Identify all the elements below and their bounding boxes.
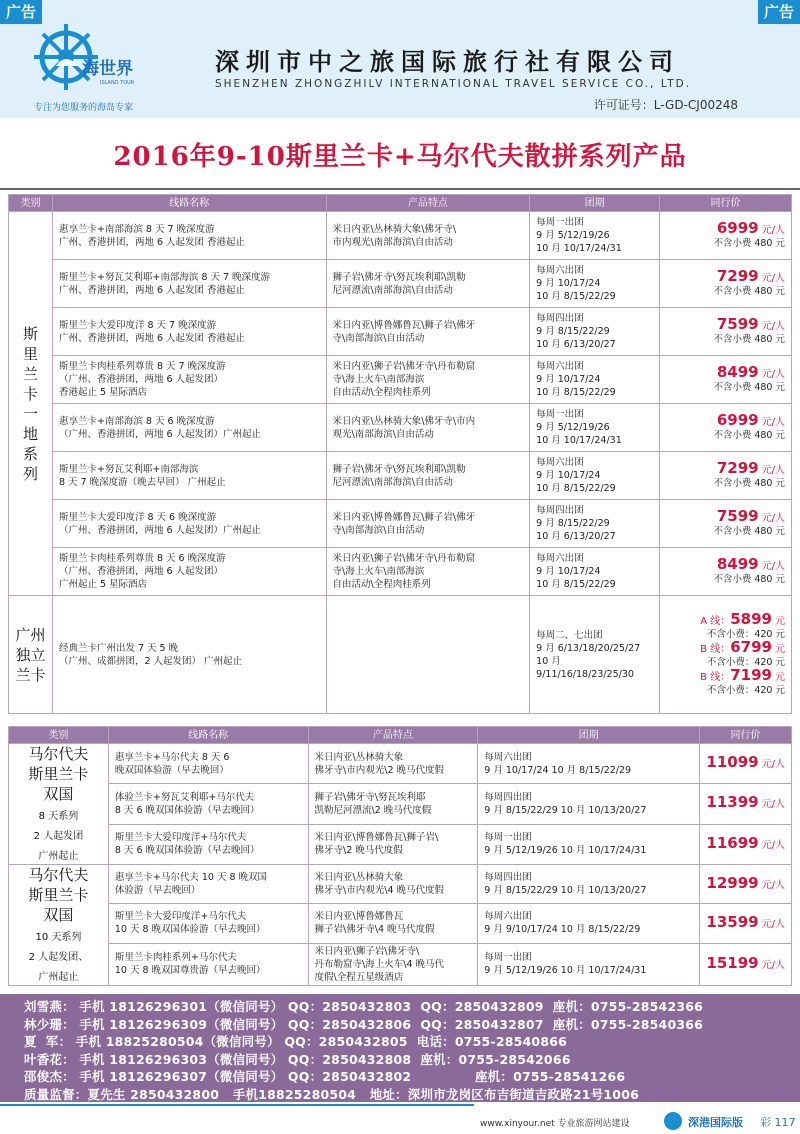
date-line: 每周六出团: [484, 911, 532, 923]
date-line: 每周六出团: [536, 265, 584, 276]
price-unit: 元/人: [761, 368, 785, 380]
route-line: 斯里兰卡肉桂系列尊贵 8 天 6 晚深度游: [58, 553, 226, 564]
category-cell: [9, 212, 53, 596]
tip-note: 不含小费：420 元: [706, 684, 785, 696]
dates-cell: [478, 824, 700, 864]
feature-line: 丹布勒窟寺\海上火车\4 晚马代: [314, 958, 445, 970]
price-value: 6799: [730, 637, 772, 656]
price-value: 6999: [716, 218, 759, 237]
price-value: 8499: [716, 362, 759, 381]
route-line: 香港起止 5 星际酒店: [58, 387, 148, 398]
header-price: 同行价: [700, 727, 792, 744]
feature-line: 度假\全程五星级酒店: [314, 971, 404, 983]
route-line: 斯里兰卡大爱印度洋 8 天 6 晚深度游: [58, 511, 217, 523]
footer: [0, 1104, 800, 1134]
dates-cell: [530, 260, 660, 308]
ship-wheel-logo: [34, 22, 154, 92]
price-value: 11699: [706, 833, 759, 852]
price-value: 7299: [716, 458, 759, 477]
license-number: 许可证号：L-GD-CJ00248: [593, 98, 738, 112]
feature-line: 米日内亚\丛林骑大象\佛牙寺\市内: [332, 415, 476, 427]
price-value: 7199: [730, 665, 772, 684]
date-line: 9/11/16/18/23/25/30: [536, 668, 634, 680]
route-line: 经典兰卡广州出发 7 天 5 晚: [58, 642, 179, 654]
route-cell: [52, 260, 326, 308]
feature-line: 寺\南部海滨\自由活动: [332, 332, 425, 344]
header-route: 线路名称: [52, 195, 326, 212]
price-cell: [660, 212, 792, 260]
category-note: 广州起止: [38, 972, 79, 983]
date-line: 9 月 6/13/18/20/25/27: [536, 642, 641, 654]
date-line: 每周四出团: [484, 872, 532, 884]
title-rule: [0, 188, 800, 190]
logo-subtext: ISLAND TOUR: [100, 80, 135, 86]
header-category: 类别: [9, 195, 53, 212]
table-header-row: [9, 727, 792, 744]
table-row: [9, 904, 792, 943]
feature-line: 米日内亚\狮子岩\佛牙寺\: [314, 945, 420, 957]
route-line: （广州、香港拼团，两地 6 人起发团）: [58, 566, 224, 577]
category-cell: [9, 596, 53, 714]
route-cell: [52, 596, 326, 714]
route-line: 斯里兰卡大爱印度洋+马尔代夫: [114, 911, 247, 923]
price-cell: [660, 596, 792, 714]
price-unit: 元/人: [761, 272, 785, 284]
route-cell: [108, 744, 308, 784]
contact-line: 叶香花： 手机 18126296303（微信同号） QQ：2850432808 座机：0755-28542066: [24, 1051, 571, 1067]
contact-line: 夏 军： 手机 18825280504（微信同号） QQ：2850432805 电话：0755-28540866: [24, 1034, 568, 1049]
dates-cell: [530, 452, 660, 500]
date-line: 10 月 10/17/24/31: [536, 243, 622, 254]
header-category: 类别: [9, 727, 109, 744]
table-row: [9, 356, 792, 404]
contact-line: 林少珊： 手机 18126296309（微信同号） QQ：2850432806 QQ：2850432807 座机：0755-28540366: [24, 1016, 704, 1032]
price-cell: [700, 865, 792, 904]
dates-cell: [478, 865, 700, 904]
price-cell: [660, 356, 792, 404]
feature-line: 狮子岩\佛牙寺\4 晚马代度假: [314, 924, 435, 936]
logo-text: 海世界: [82, 59, 133, 79]
date-line: 9 月 5/12/19/26: [536, 422, 610, 433]
features-cell: [326, 452, 530, 500]
table-row: [9, 548, 792, 596]
feature-line: 米日内亚\丛林骑大象: [314, 872, 404, 884]
table-row: [9, 784, 792, 824]
features-cell: [308, 744, 478, 784]
category-char: 里: [22, 344, 38, 363]
features-cell: [326, 596, 530, 714]
route-cell: [52, 548, 326, 596]
date-line: 每周一出团: [536, 217, 584, 228]
feature-line: 自由活动\全程肉桂系列: [332, 579, 431, 590]
date-line: 9 月 8/15/22/29 10 月 10/13/20/27: [484, 885, 647, 897]
price-value: 6999: [716, 410, 759, 429]
header-features: 产品特点: [326, 195, 530, 212]
price-cell: [660, 404, 792, 452]
header-dates: 团期: [478, 727, 700, 744]
price-value: 11399: [706, 793, 759, 812]
date-line: 每周二、七出团: [536, 629, 603, 641]
route-line: 斯里兰卡+努瓦艾利耶+南部海滨: [58, 463, 199, 475]
contact-line: 刘雪燕： 手机 18126296301（微信同号） QQ：2850432803 QQ：2850432809 座机：0755-28542366: [24, 999, 704, 1014]
route-line: （广州、成都拼团，2 人起发团） 广州起止: [58, 655, 243, 667]
category-cell: [9, 865, 109, 986]
route-cell: [52, 212, 326, 260]
price-cell: [660, 308, 792, 356]
dates-cell: [530, 548, 660, 596]
page-number: 彩 117: [760, 1116, 796, 1129]
feature-line: 米日内亚\博鲁娜鲁瓦\狮子岩\: [314, 832, 439, 844]
price-unit: 元/人: [761, 879, 785, 891]
feature-line: 佛牙寺\2 晚马代度假: [314, 845, 403, 857]
feature-line: 狮子岩\佛牙寺\努瓦埃利耶\凯勒: [332, 463, 466, 475]
feature-line: 佛牙寺\市内观光\2 晚马代度假: [314, 764, 445, 776]
header-price: 同行价: [660, 195, 792, 212]
date-line: 每周四出团: [536, 313, 584, 324]
feature-line: 米日内亚\丛林骑大象\佛牙寺\: [332, 223, 457, 235]
table-row: [9, 865, 792, 904]
price-unit: 元/人: [761, 799, 785, 811]
features-cell: [308, 784, 478, 824]
price-cell: [700, 744, 792, 784]
feature-line: 米日内亚\博鲁娜鲁瓦\狮子岩\佛牙: [332, 319, 476, 331]
category-char: 兰: [22, 364, 38, 383]
route-line: 广州、香港拼团，两地 6 人起发团 香港起止: [58, 332, 246, 344]
table-row: [9, 824, 792, 864]
route-line: 斯里兰卡肉桂系列尊贵 8 天 7 晚深度游: [58, 361, 226, 372]
line-label: A 线：: [700, 615, 731, 627]
route-cell: [52, 308, 326, 356]
features-cell: [326, 548, 530, 596]
price-cell: [700, 824, 792, 864]
feature-line: 佛牙寺\市内观光\4 晚马代度假: [314, 885, 445, 897]
price-unit: 元/人: [761, 959, 785, 971]
maldives-table: [8, 726, 792, 986]
dates-cell: [530, 212, 660, 260]
page-title: 2016年9-10斯里兰卡+马尔代夫散拼系列产品: [113, 142, 687, 172]
price-unit: 元/人: [761, 759, 785, 771]
date-line: 9 月 5/12/19/26 10 月 10/17/24/31: [484, 965, 647, 977]
route-line: 广州、香港拼团，两地 6 人起发团 香港起止: [58, 236, 246, 248]
features-cell: [308, 943, 478, 985]
route-cell: [52, 500, 326, 548]
category-char: 一: [22, 404, 38, 423]
route-line: 体验游（早去晚回）: [114, 885, 201, 897]
date-line: 9 月 10/17/24: [536, 374, 601, 385]
table-header-row: [9, 195, 792, 212]
category-text: 斯里兰卡: [28, 765, 89, 783]
route-line: 惠享兰卡+马尔代夫 8 天 6: [114, 751, 230, 763]
feature-line: 米日内亚\丛林骑大象: [314, 751, 404, 763]
category-text: 广州: [15, 625, 46, 644]
date-line: 每周六出团: [484, 751, 532, 763]
company-name-en: SHENZHEN ZHONGZHILV INTERNATIONAL TRAVEL SERVICE CO., LTD.: [215, 78, 692, 90]
dates-cell: [478, 744, 700, 784]
route-cell: [52, 356, 326, 404]
feature-line: 米日内亚\博鲁娜鲁瓦: [314, 911, 404, 923]
tip-note: 不含小费 480 元: [713, 525, 785, 537]
feature-line: 米日内亚\狮子岩\佛牙寺\丹布勒窟: [332, 553, 476, 564]
feature-line: 观光\南部海滨\自由活动: [332, 428, 434, 440]
dates-cell: [530, 404, 660, 452]
feature-line: 狮子岩\佛牙寺\努瓦埃利耶: [314, 791, 426, 803]
price-unit: 元/人: [761, 320, 785, 332]
footer-brand: 深港国际版: [688, 1116, 743, 1129]
date-line: 9 月 10/17/24 10 月 8/15/22/29: [484, 764, 632, 776]
date-line: 每周六出团: [536, 361, 584, 372]
dates-cell: [478, 784, 700, 824]
features-cell: [326, 260, 530, 308]
date-line: 每周四出团: [536, 505, 584, 516]
price-unit: 元/人: [761, 464, 785, 476]
price-value: 7599: [716, 314, 759, 333]
route-cell: [108, 865, 308, 904]
tip-note: 不含小费 480 元: [713, 285, 785, 297]
price-value: 15199: [706, 953, 759, 972]
price-value: 12999: [706, 873, 759, 892]
table-row: [9, 404, 792, 452]
date-line: 每周六出团: [536, 457, 584, 468]
route-cell: [108, 824, 308, 864]
price-unit: 元/人: [761, 224, 785, 236]
table-row: [9, 500, 792, 548]
date-line: 10 月 6/13/20/27: [536, 531, 616, 542]
table-row: [9, 452, 792, 500]
route-line: 惠享兰卡+南部海滨 8 天 7 晚深度游: [58, 223, 215, 235]
feature-line: 米日内亚\狮子岩\佛牙寺\丹布勒窟: [332, 361, 476, 372]
category-note: 广州起止: [38, 851, 79, 862]
date-line: 9 月 10/17/24: [536, 566, 601, 577]
date-line: 9 月 9/10/17/24 10 月 8/15/22/29: [484, 924, 641, 936]
table-row: [9, 744, 792, 784]
tip-note: 不含小费 480 元: [713, 477, 785, 489]
price-cell: [700, 943, 792, 985]
line-label: B 线：: [700, 671, 731, 683]
price-unit: 元: [775, 615, 785, 627]
date-line: 10 月 8/15/22/29: [536, 387, 616, 398]
date-line: 每周一出团: [484, 952, 532, 964]
date-line: 10 月 8/15/22/29: [536, 291, 616, 302]
srilanka-table: [8, 194, 792, 714]
feature-line: 市内观光\南部海滨\自由活动: [332, 236, 453, 248]
table-row: [9, 943, 792, 985]
price-cell: [660, 260, 792, 308]
feature-line: 尼河漂流\南部海滨\自由活动: [332, 284, 453, 296]
route-line: 惠享兰卡+马尔代夫 10 天 8 晚双国: [114, 872, 268, 884]
line-label: B 线：: [700, 643, 731, 655]
date-line: 10 月: [536, 655, 561, 667]
category-char: 地: [22, 424, 38, 443]
footer-website: www.xinyour.net 专业旅游网站建设: [480, 1119, 630, 1129]
route-line: 体验兰卡+努瓦艾利耶+马尔代夫: [114, 791, 255, 803]
price-cell: [660, 548, 792, 596]
features-cell: [308, 824, 478, 864]
price-unit: 元/人: [761, 839, 785, 851]
feature-line: 寺\海上火车\南部海滨: [332, 566, 425, 577]
category-char: 卡: [22, 384, 38, 403]
features-cell: [326, 308, 530, 356]
category-text: 马尔代夫: [28, 745, 89, 763]
route-line: 8 天 6 晚双国体验游（早去晚回）: [114, 845, 260, 857]
route-line: 斯里兰卡大爱印度洋+马尔代夫: [114, 832, 247, 844]
category-note: 2 人起发团: [33, 831, 84, 842]
route-line: 斯里兰卡大爱印度洋 8 天 7 晚深度游: [58, 319, 217, 331]
route-line: 斯里兰卡+努瓦艾利耶+南部海滨 8 天 7 晚深度游: [58, 271, 271, 283]
category-text: 双国: [43, 906, 74, 924]
date-line: 10 月 6/13/20/27: [536, 339, 616, 350]
date-line: 每周一出团: [484, 832, 532, 844]
tip-note: 不含小费 480 元: [713, 573, 785, 585]
price-cell: [700, 904, 792, 943]
features-cell: [308, 865, 478, 904]
category-text: 兰卡: [15, 665, 46, 684]
route-line: 晚双国体验游（早去晚回）: [114, 764, 229, 776]
category-text: 斯里兰卡: [28, 886, 89, 904]
category-char: 斯: [22, 324, 38, 343]
route-line: 惠享兰卡+南部海滨 8 天 6 晚深度游: [58, 415, 215, 427]
table-row: [9, 212, 792, 260]
feature-line: 自由活动\全程肉桂系列: [332, 387, 431, 398]
category-char: 列: [22, 464, 38, 483]
route-line: 8 天 6 晚双国体验游（早去晚回）: [114, 804, 260, 816]
route-line: 10 天 8 晚双国体验游（早去晚回）: [114, 924, 266, 936]
date-line: 9 月 5/12/19/26: [536, 230, 610, 241]
feature-line: 寺\海上火车\南部海滨: [332, 374, 425, 385]
date-line: 9 月 10/17/24: [536, 470, 601, 481]
price-value: 8499: [716, 554, 759, 573]
tip-note: 不含小费 480 元: [713, 429, 785, 441]
ad-tag-left: 广告: [0, 0, 42, 24]
category-note: 8 天系列: [38, 811, 79, 822]
header-features: 产品特点: [308, 727, 478, 744]
price-cell: [700, 784, 792, 824]
category-note: 10 天系列: [35, 932, 82, 943]
ad-tag-right: 广告: [758, 0, 800, 24]
route-line: （广州、香港拼团，两地 6 人起发团）广州起止: [58, 428, 262, 440]
price-unit: 元: [775, 643, 785, 655]
route-line: 斯里兰卡肉桂系列+马尔代夫: [114, 952, 237, 964]
date-line: 每周一出团: [536, 409, 584, 420]
price-value: 13599: [706, 912, 759, 931]
price-unit: 元/人: [761, 560, 785, 572]
tip-note: 不含小费：420 元: [706, 656, 785, 668]
route-cell: [108, 904, 308, 943]
price-unit: 元/人: [761, 416, 785, 428]
price-value: 5899: [730, 609, 772, 628]
contact-panel: [0, 994, 800, 1102]
category-text: 双国: [43, 785, 74, 803]
date-line: 10 月 8/15/22/29: [536, 579, 616, 590]
date-line: 每周六出团: [536, 553, 584, 564]
date-line: 9 月 8/15/22/29: [536, 518, 610, 529]
tip-note: 不含小费 480 元: [713, 237, 785, 249]
brand-badge-icon: [664, 1112, 682, 1130]
dates-cell: [530, 356, 660, 404]
dates-cell: [478, 943, 700, 985]
route-cell: [52, 452, 326, 500]
date-line: 10 月 10/17/24/31: [536, 435, 622, 446]
price-unit: 元/人: [761, 512, 785, 524]
category-text: 独立: [15, 645, 46, 664]
date-line: 9 月 8/15/22/29 10 月 10/13/20/27: [484, 804, 647, 816]
header-dates: 团期: [530, 195, 660, 212]
date-line: 每周四出团: [484, 791, 532, 803]
date-line: 10 月 8/15/22/29: [536, 483, 616, 494]
category-text: 马尔代夫: [28, 866, 89, 884]
price-value: 11099: [706, 753, 759, 772]
route-cell: [108, 784, 308, 824]
feature-line: 尼河漂流\南部海滨\自由活动: [332, 476, 453, 488]
feature-line: 凯勒尼河漂流\2 晚马代度假: [314, 804, 432, 816]
category-char: 系: [22, 444, 38, 463]
route-line: 10 天 8 晚双国尊贵游（早去晚回）: [114, 965, 266, 977]
dates-cell: [530, 500, 660, 548]
dates-cell: [478, 904, 700, 943]
price-value: 7599: [716, 506, 759, 525]
dates-cell: [530, 308, 660, 356]
contact-line: 质量监督：夏先生 2850432800 手机18825280504 地址：深圳市龙岗区布吉街道吉政路21号1006: [24, 1086, 639, 1102]
features-cell: [326, 356, 530, 404]
route-line: （广州、香港拼团，两地 6 人起发团）广州起止: [58, 524, 262, 536]
date-line: 9 月 8/15/22/29: [536, 326, 610, 337]
header-route: 线路名称: [108, 727, 308, 744]
slogan: 专注为您服务的海岛专家: [34, 103, 134, 113]
table-row: [9, 308, 792, 356]
route-line: 8 天 7 晚深度游（晚去早回） 广州起止: [58, 476, 226, 488]
company-name-cn: 深圳市中之旅国际旅行社有限公司: [215, 48, 680, 76]
feature-line: 狮子岩\佛牙寺\努瓦埃利耶\凯勒: [332, 271, 466, 283]
date-line: 9 月 5/12/19/26 10 月 10/17/24/31: [484, 845, 647, 857]
route-cell: [52, 404, 326, 452]
route-line: 广州起止 5 星际酒店: [58, 579, 148, 590]
tip-note: 不含小费 480 元: [713, 333, 785, 345]
features-cell: [326, 212, 530, 260]
feature-line: 寺\南部海滨\自由活动: [332, 524, 425, 536]
price-unit: 元: [775, 671, 785, 683]
features-cell: [326, 500, 530, 548]
dates-cell: [530, 596, 660, 714]
route-line: （广州、香港拼团，两地 6 人起发团）: [58, 374, 224, 385]
price-cell: [660, 452, 792, 500]
price-cell: [660, 500, 792, 548]
date-line: 9 月 10/17/24: [536, 278, 601, 289]
tip-note: 不含小费：420 元: [706, 628, 785, 640]
category-cell: [9, 744, 109, 865]
price-unit: 元/人: [761, 918, 785, 930]
route-line: 广州、香港拼团，两地 6 人起发团 香港起止: [58, 284, 246, 296]
table-row: [9, 260, 792, 308]
price-value: 7299: [716, 266, 759, 285]
category-note: 2 人起发团、: [28, 952, 89, 963]
table-row: [9, 596, 792, 714]
features-cell: [326, 404, 530, 452]
contact-line: 邵俊杰： 手机 18126296307（微信同号） QQ：2850432802 座机：0755-28541266: [24, 1069, 626, 1084]
route-cell: [108, 943, 308, 985]
features-cell: [308, 904, 478, 943]
tip-note: 不含小费 480 元: [713, 381, 785, 393]
feature-line: 米日内亚\博鲁娜鲁瓦\狮子岩\佛牙: [332, 511, 476, 523]
